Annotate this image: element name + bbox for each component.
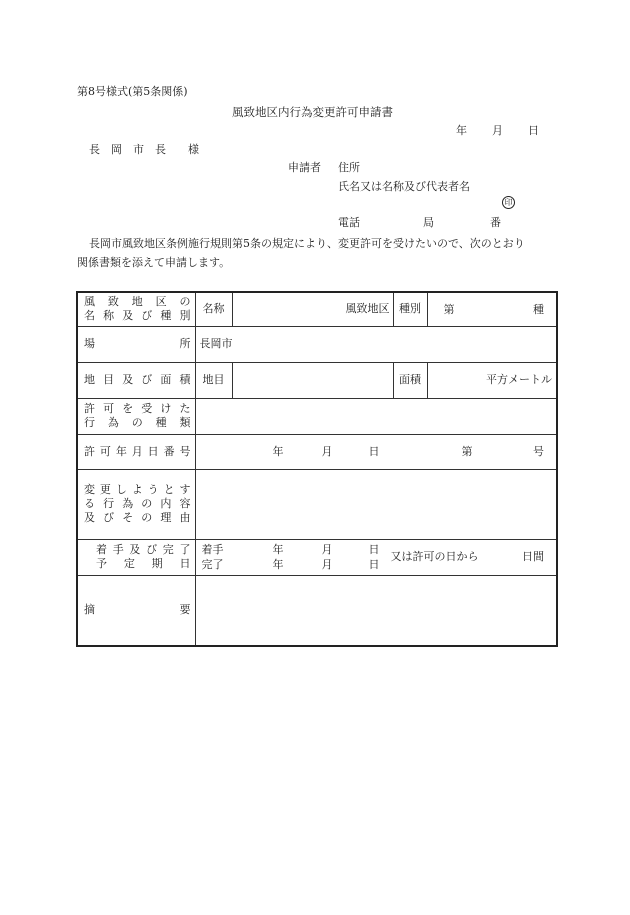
name-label: 氏名又は名称及び代表者名 (338, 180, 470, 193)
district-name-field[interactable]: 風致地区 (232, 292, 393, 326)
address-label: 住所 (338, 161, 360, 174)
location-field[interactable]: 長岡市 (195, 326, 557, 362)
location-label: 場所 (77, 326, 195, 362)
applicant-label: 申請者 (288, 161, 321, 174)
land-category-label: 地目 (195, 362, 232, 398)
district-row (77, 292, 557, 326)
district-name-label: 名称 (195, 292, 232, 326)
district-type-label: 種別 (393, 292, 427, 326)
addressee: 長 岡 市 長 様 (89, 143, 199, 156)
intro-line-2: 関係書類を添えて申請します。 (77, 256, 231, 269)
form-number: 第8号様式(第5条関係) (77, 85, 188, 98)
change-field[interactable] (195, 469, 557, 539)
location-row (77, 326, 557, 362)
district-type-field[interactable]: 第 種 (427, 292, 557, 326)
change-row (77, 469, 557, 539)
remarks-label: 摘要 (77, 575, 195, 646)
land-area-label: 面積 (393, 362, 427, 398)
form-title: 風致地区内行為変更許可申請書 (232, 105, 393, 119)
land-label: 地目及び面積 (77, 362, 195, 398)
permit-date-row (77, 434, 557, 469)
permit-date-field[interactable]: 年 月 日 第 号 (195, 434, 557, 469)
date-day-label: 日 (528, 124, 539, 137)
land-area-field[interactable]: 平方メートル (427, 362, 557, 398)
land-row (77, 362, 557, 398)
permitted-act-row (77, 398, 557, 434)
phone-exchange-label: 局 (423, 216, 434, 229)
phone-number-label: 番 (490, 216, 501, 229)
permit-date-label: 許可年月日番号 (77, 434, 195, 469)
schedule-row (77, 539, 557, 575)
change-label: 変更しようとす る行為の内容 及びその理由 (77, 469, 195, 539)
phone-label: 電話 (338, 216, 360, 229)
intro-line-1: 長岡市風致地区条例施行規則第5条の規定により、変更許可を受けたいので、次のとおり (89, 237, 525, 250)
remarks-row (77, 575, 557, 646)
schedule-label: 着手及び完了 予定期日 (77, 539, 195, 575)
land-category-field[interactable] (232, 362, 393, 398)
date-month-label: 月 (492, 124, 503, 137)
remarks-field[interactable] (195, 575, 557, 646)
permitted-act-field[interactable] (195, 398, 557, 434)
schedule-field[interactable]: 着手 年 月 日 完了 年 月 日 又は許可の日から 日間 (195, 539, 557, 575)
seal-icon: 印 (502, 196, 515, 209)
district-label: 風致地区の 名称及び種別 (77, 292, 195, 326)
date-year-label: 年 (456, 124, 467, 137)
application-table (76, 291, 558, 647)
permitted-act-label: 許可を受けた 行為の種類 (77, 398, 195, 434)
